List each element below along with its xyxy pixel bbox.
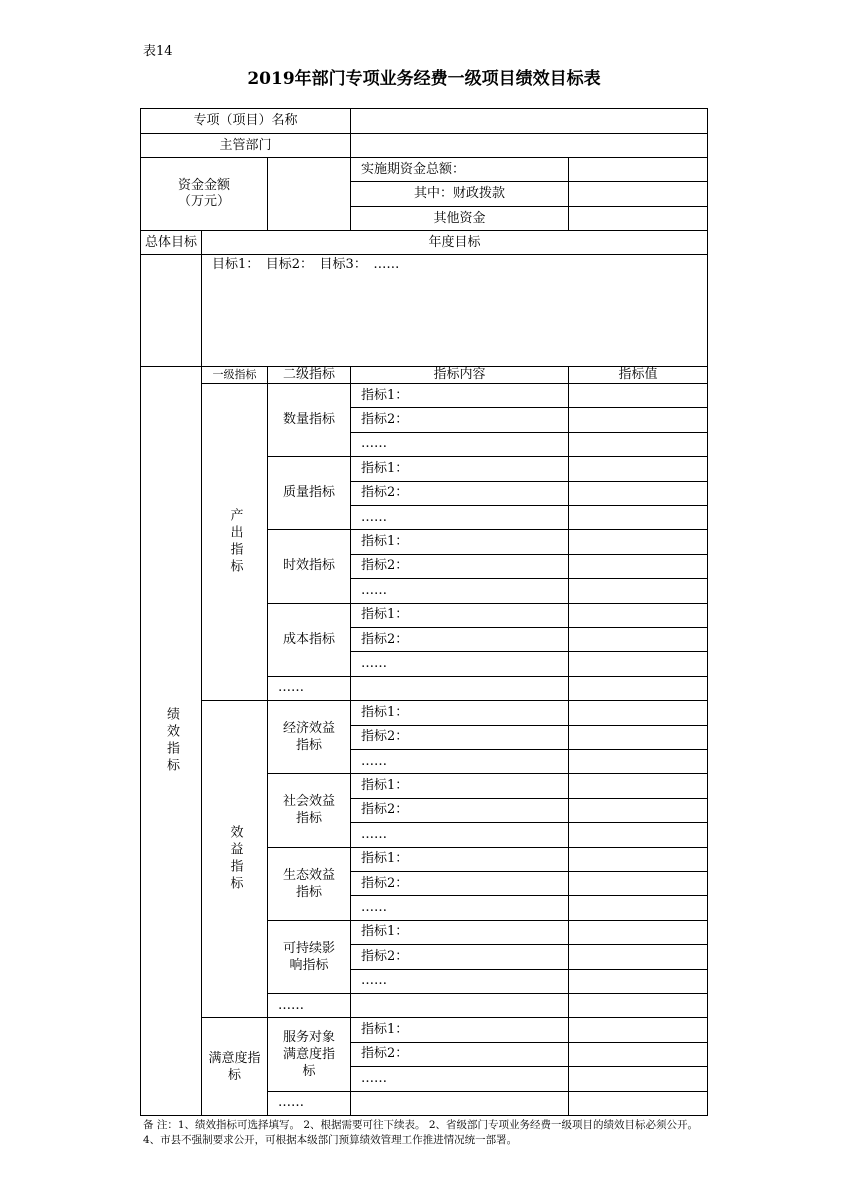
perf-indicator-label [141, 367, 201, 1115]
grid-line [267, 157, 268, 231]
grid-line [140, 1115, 708, 1116]
grid-line [568, 157, 569, 231]
sub-indicator-0-1: 质量指标 [282, 485, 335, 501]
col-header-level2: 二级指标 [282, 367, 335, 382]
overall-goal-label: 总体目标 [144, 234, 197, 250]
group-label-2 [202, 1018, 267, 1115]
sub-indicator-0-2: 时效指标 [282, 558, 335, 574]
indicator-item: …… [361, 826, 387, 842]
funds-label [141, 158, 267, 230]
indicator-item: …… [361, 582, 387, 598]
sub-indicator-1-0-text: 经济效益指标 [282, 721, 335, 754]
annual-goal-label: 年度目标 [428, 234, 481, 250]
indicator-item: …… [361, 509, 387, 525]
perf-indicator-label-text: 绩效指标 [164, 707, 179, 775]
fiscal-funds-label: 其中：财政拨款 [413, 186, 505, 201]
sub-indicator-0-3: 成本指标 [282, 631, 335, 647]
sub-indicator-1-1-text: 社会效益指标 [282, 794, 335, 827]
grid-line [350, 108, 351, 158]
funds-unit: （万元） [177, 194, 230, 209]
indicator-item: …… [361, 656, 387, 672]
sub-indicator-1-3 [268, 921, 350, 993]
indicator-item: 指标1： [361, 1022, 409, 1038]
indicator-item: 指标2： [361, 1046, 409, 1062]
group-label-1-text: 效益指标 [227, 825, 243, 894]
indicator-item: …… [361, 436, 387, 452]
indicator-item: 指标1： [361, 534, 409, 550]
group-label-0-text: 产出指标 [227, 508, 243, 577]
indicator-item: 指标2： [361, 558, 409, 574]
indicator-item: 指标1： [361, 924, 409, 940]
indicator-item: 指标1： [361, 704, 409, 720]
sub-indicator-0-0: 数量指标 [282, 412, 335, 428]
indicator-item: 指标1： [361, 607, 409, 623]
indicator-item: …… [361, 900, 387, 916]
indicator-item: 指标2： [361, 412, 409, 428]
dept-label: 主管部门 [219, 137, 272, 153]
group-more-row: …… [278, 680, 304, 696]
indicator-item: 指标2： [361, 729, 409, 745]
sub-indicator-1-1 [268, 774, 350, 846]
project-name-label: 专项（项目）名称 [193, 113, 298, 128]
group-label-2-text: 满意度指标 [208, 1050, 261, 1083]
grid-line [350, 383, 351, 1116]
total-funds-label: 实施期资金总额： [361, 161, 466, 177]
group-label-0 [202, 384, 267, 700]
indicator-item: 指标2： [361, 875, 409, 891]
table-tag: 表14 [143, 44, 173, 59]
funds-text: 资金金额 [177, 178, 230, 193]
indicator-item: 指标2： [361, 948, 409, 964]
col-header-level1: 一级指标 [212, 368, 257, 381]
sub-indicator-1-2-text: 生态效益指标 [282, 867, 335, 900]
sub-indicator-2-0-text: 服务对象满意度指标 [282, 1029, 335, 1079]
indicator-item: …… [361, 973, 387, 989]
grid-line [707, 108, 708, 1116]
indicator-item: …… [361, 1070, 387, 1086]
indicator-item: 指标1： [361, 387, 409, 403]
sub-indicator-1-2 [268, 848, 350, 920]
indicator-item: 指标2： [361, 485, 409, 501]
col-header-value: 指标值 [618, 367, 658, 382]
group-more-row: …… [278, 1095, 304, 1111]
grid-line [568, 383, 569, 1116]
sub-indicator-1-0 [268, 701, 350, 773]
indicator-item: 指标1： [361, 851, 409, 867]
other-funds-label: 其他资金 [433, 210, 486, 226]
page-title: 2019年部门专项业务经费一级项目绩效目标表 [247, 69, 601, 89]
indicator-item: …… [361, 753, 387, 769]
col-header-content: 指标内容 [433, 367, 486, 382]
goals-text: 目标1： 目标2： 目标3： …… [212, 257, 400, 272]
group-more-row: …… [278, 997, 304, 1013]
indicator-item: 指标1： [361, 460, 409, 476]
sub-indicator-2-0 [268, 1018, 350, 1090]
group-label-1 [202, 701, 267, 1017]
indicator-item: 指标2： [361, 631, 409, 647]
grid-line [267, 383, 268, 1116]
sub-indicator-1-3-text: 可持续影响指标 [282, 940, 335, 973]
footnote: 备 注：1、绩效指标可选择填写。 2、根据需要可往下续表。 2、省级部门专项业务经费一级项目的绩效目标必须公开。4、市县不强制要求公开，可根据本级部门预算绩效管理工作推进情况统一部署。 [143, 1119, 699, 1146]
indicator-item: 指标2： [361, 802, 409, 818]
indicator-item: 指标1： [361, 778, 409, 794]
